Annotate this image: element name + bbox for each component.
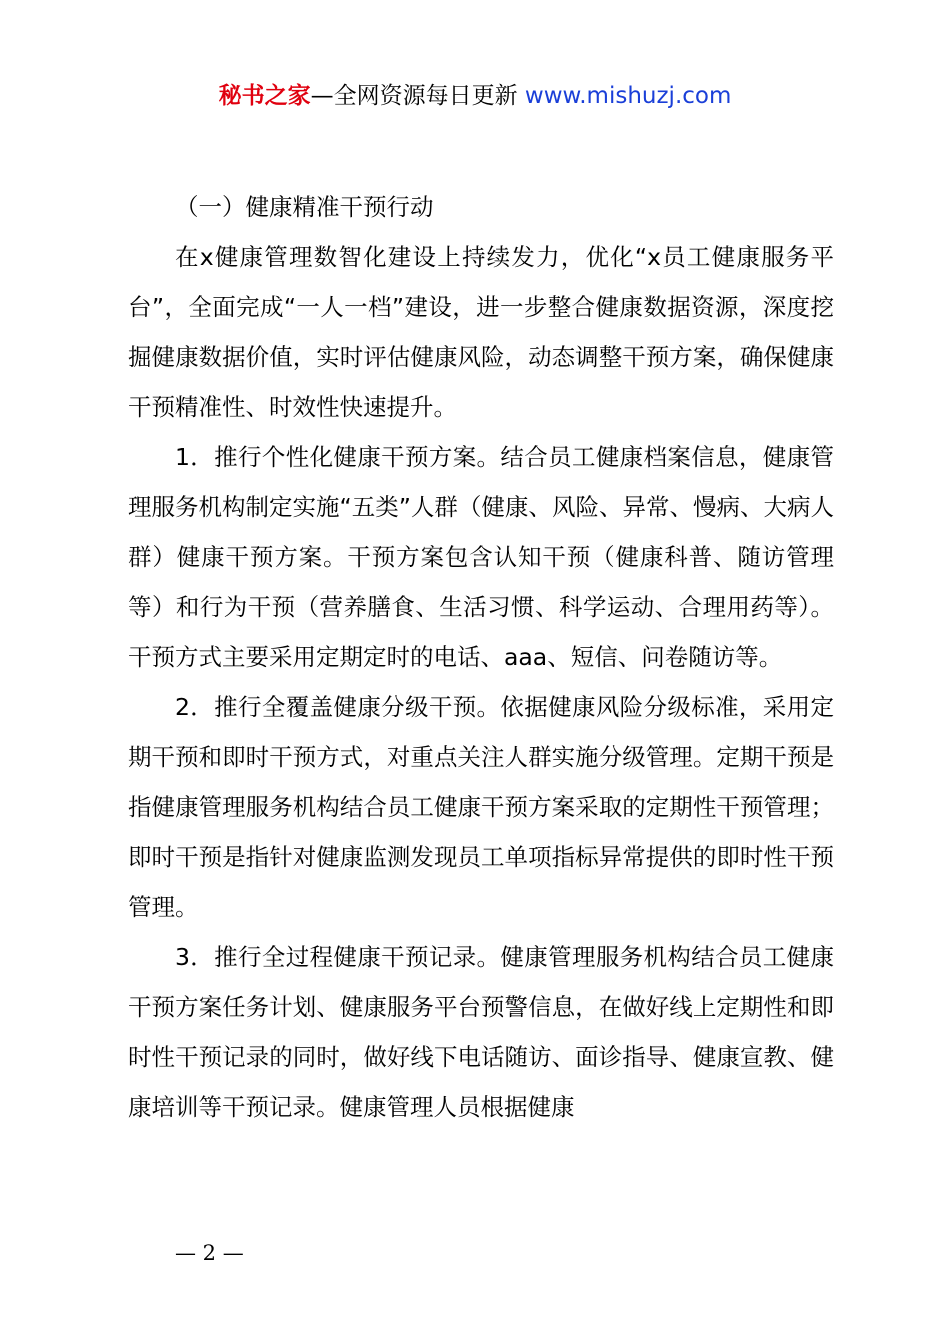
site-url[interactable]: www.mishuzj.com bbox=[524, 83, 732, 109]
brand-name: 秘书之家 bbox=[218, 83, 311, 109]
section-title: （一）健康精准干预行动 bbox=[175, 193, 434, 221]
item-2-paragraph: 2．推行全覆盖健康分级干预。依据健康风险分级标准，采用定期干预和即时干预方式，对重点关注人群实施分级管理。定期干预是指健康管理服务机构结合员工健康干预方案采取的定期性干预管理；即时干预是指针对健康监测发现员工单项指标异常提供的即时性干预管理。 bbox=[128, 693, 834, 921]
brand-slogan: —全网资源每日更新 bbox=[310, 83, 518, 109]
document-body bbox=[128, 182, 834, 1132]
intro-paragraph: 在x健康管理数智化建设上持续发力，优化“x员工健康服务平台”，全面完成“一人一档”建设，进一步整合健康数据资源，深度挖掘健康数据价值，实时评估健康风险，动态调整干预方案，确保健康干预精准性、时效性快速提升。 bbox=[128, 243, 834, 421]
item-3-paragraph: 3．推行全过程健康干预记录。健康管理服务机构结合员工健康干预方案任务计划、健康服务平台预警信息，在做好线上定期性和即时性干预记录的同时，做好线下电话随访、面诊指导、健康宣教、健康培训等干预记录。健康管理人员根据健康 bbox=[128, 943, 834, 1121]
site-header bbox=[0, 80, 950, 112]
page-number: — 2 — bbox=[175, 1241, 244, 1265]
item-1-paragraph: 1．推行个性化健康干预方案。结合员工健康档案信息，健康管理服务机构制定实施“五类”人群（健康、风险、异常、慢病、大病人群）健康干预方案。干预方案包含认知干预（健康科普、随访管理等）和行为干预（营养膳食、生活习惯、科学运动、合理用药等）。干预方式主要采用定期定时的电话、aaa、短信、问卷随访等。 bbox=[128, 443, 834, 671]
